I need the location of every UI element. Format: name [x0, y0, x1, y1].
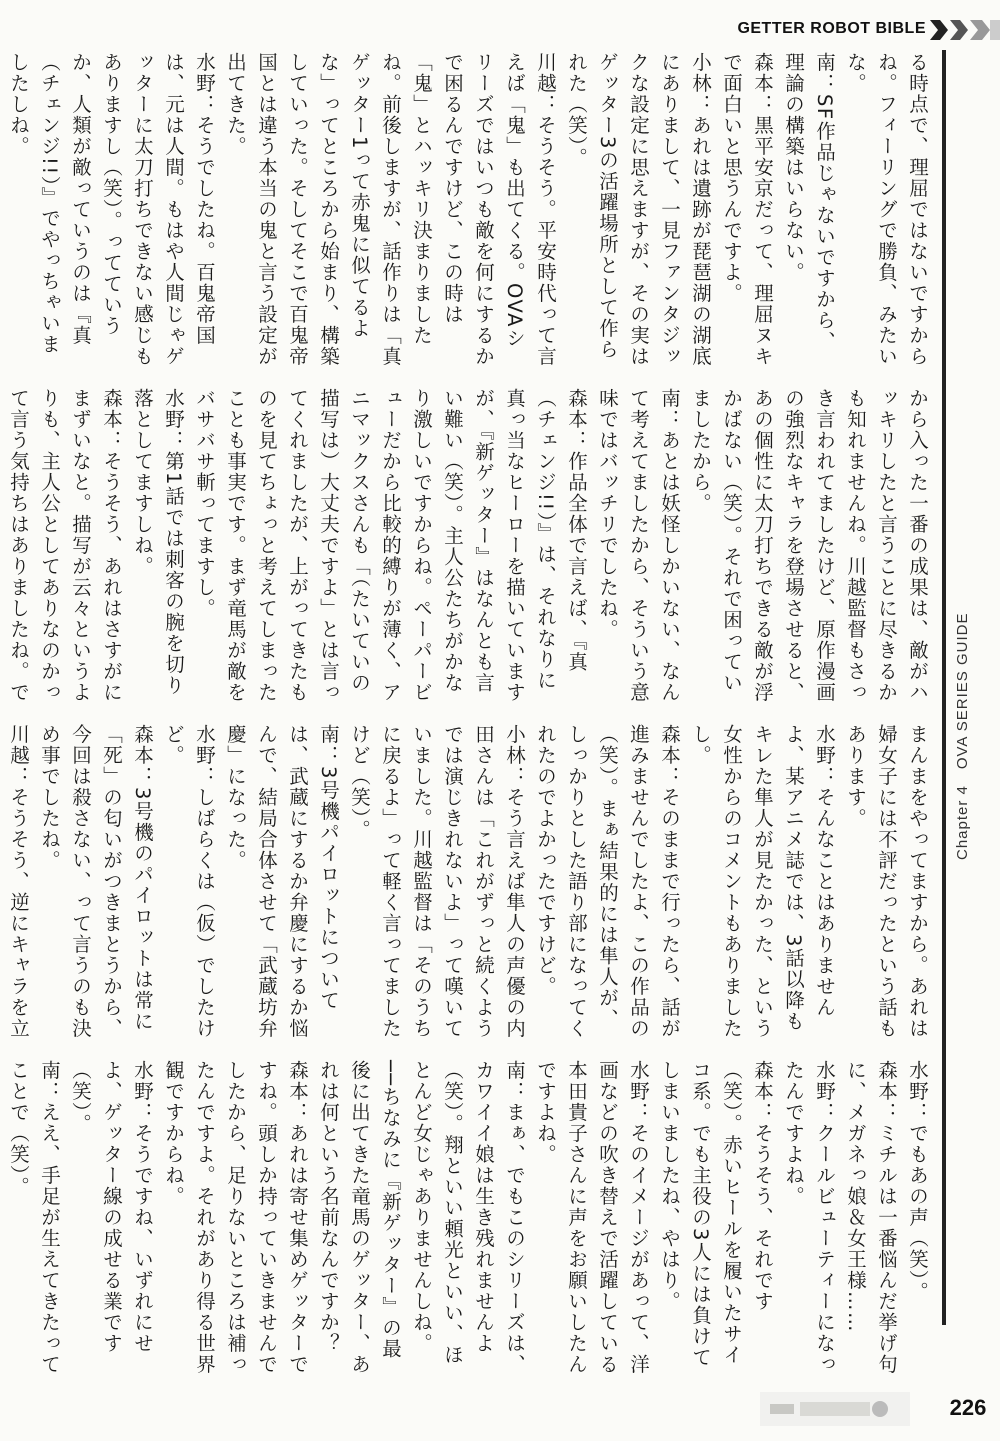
paragraph: 森本：そうそう、あれはさすがにまずいなと。描写が云々というよりも、主人公としてありなのかって言う気持ちはありましたね。で	[7, 388, 123, 703]
paragraph: 水野：そんなことはありませんよ、某アニメ誌では、3話以降もキレた隼人が見たかった、という女性からのコメントもありましたし。	[689, 724, 836, 1039]
chevron-arrows-icon	[930, 18, 1000, 42]
text-block-tier1-top	[7, 52, 933, 368]
paragraph: 水野：そのイメージがあって、洋画などの吹き替えで活躍している本田貴子さんに声をお願いしたんですよね。	[534, 1060, 650, 1375]
side-rule	[942, 50, 946, 1325]
paragraph: 水野：そうですね、いずれにせよ、ゲッター線の成せる業です（笑）。	[69, 1060, 154, 1354]
paragraph: 南：ええ、手足が生えてきたってことで（笑）。	[7, 1060, 61, 1375]
text-block-tier2-top	[7, 724, 933, 1040]
paragraph: 森本：そうそう、それです（笑）。赤いヒールを履いたサイコ系。でも主役の3人には負けてしまいましたね、やはり。	[658, 1060, 774, 1368]
paragraph: 川越：そうそう、逆にキャラを立	[7, 724, 30, 1039]
book-title: GETTER ROBOT BIBLE	[737, 20, 926, 37]
paragraph: から入った一番の成果は、敵がハッキリしたと言うことに尽きるかも知れませんね。川越監督もさっき言われてましたけど、原作漫画の強烈なキャラを登場させると、あの個性に太刀打ちできる敵が浮かばない（笑）。それで困っていましたから。	[689, 388, 929, 703]
paragraph: 水野：でもあの声（笑）。	[906, 1060, 929, 1303]
paragraph: 森本：そのままで行ったら、話が進みませんでしたよ、この作品の（笑）。まぁ結果的には隼人が、しっかりとした語り部になってくれたのでよかったですけど。	[534, 724, 681, 1039]
paragraph: 水野：そうでしたね。百鬼帝国は、元は人間。もはや人間じゃゲッターに太刀打ちできない感じもありますし（笑）。ってていうか、人類が敵っていうのは『真（チェンジ!!）』でやっちゃいましたしね。	[7, 52, 216, 367]
paragraph: る時点で、理屈ではないですからね。フィーリングで勝負、みたいな。	[844, 52, 929, 367]
paragraph	[0, 52, 3, 368]
paragraph: 水野：しばらくは（仮）でしたけど。	[162, 724, 216, 1039]
paragraph: 森本：黒平安京だって、理屈ヌキで面白いと思うんですよ。	[720, 52, 774, 367]
paragraph: 南：SF作品じゃないですから、理論の構築はいらない。	[782, 52, 836, 352]
paragraph: 南：あとは妖怪しかいない、なんて考えてましたから、そういう意味ではバッチリでしたね。	[596, 388, 681, 703]
paragraph: 森本：3号機のパイロットは常に「死」の匂いがつきまとうから、今回は殺さない、って言うのも決め事でしたね。	[38, 724, 154, 1039]
paragraph: 小林：そう言えば隼人の声優の内田さんは「これがずっと続くようでは演じきれないよ」って嘆いていました。川越監督は「そのうちに戻るよ」って軽く言ってましたけど（笑）。	[348, 724, 526, 1039]
text-block-tier2-bottom	[7, 1060, 933, 1376]
paragraph: 小林：あれは遺跡が琵琶湖の湖底にありまして、一見ファンタジックな設定に思えますが、その実はゲッター3の活躍場所として作られた（笑）。	[565, 52, 712, 367]
page-number: 226	[949, 1395, 987, 1420]
paragraph: 森本：あれは寄せ集めゲッターですね。頭しか持っていきませんでしたから、足りないところは補ったんですよ。それがあり得る世界観ですからね。	[162, 1060, 309, 1375]
paragraph: 水野：クールビューティーになったんですよね。	[782, 1060, 836, 1375]
paragraph: まんまをやってますから。あれは婦女子には不評だったという話もあります。	[844, 724, 929, 1039]
chapter-label: Chapter 4 OVA SERIES GUIDE	[954, 612, 971, 860]
paragraph: 水野：第1話では刺客の腕を切り落としてますしね。	[131, 388, 185, 696]
text-block-tier1-bottom	[7, 388, 933, 704]
paragraph: 川越：そうそう。平安時代って言えば「鬼」も出てくる。OVAシリーズではいつも敵を何にするかで困るんですけど、この時は「鬼」とハッキリ決まりましたね。前後しますが、話作りは「真ゲッター1って赤鬼に似てるよな」ってところから始まり、構築していった。そしてそこで百鬼帝国とは違う本当の鬼と言う設定が出てきた。	[224, 52, 557, 367]
robot-thumbnail-icon	[760, 1388, 910, 1430]
paragraph: 森本：ミチルは一番悩んだ挙げ句に、メガネっ娘＆女王様……	[844, 1060, 898, 1375]
paragraph: 森本：作品全体で言えば、『真（チェンジ!!）』は、それなりに真っ当なヒーローを描いていますが、『新ゲッター』はなんとも言い難い（笑）。主人公たちがかなり激しいですからね。ペーパービューだから比較的縛りが薄く、アニマックスさんも「（たいていの描写は）大丈夫ですよ」とは言ってくれましたが、上がってきたものを見てちょっと考えてしまったことも事実です。まず竜馬が敵をバサバサ斬ってますし。	[193, 388, 588, 703]
paragraph: 南：3号機パイロットについては、武蔵にするか弁慶にするか悩んで、結局合体させて「武蔵坊弁慶」になった。	[224, 724, 340, 1039]
running-header	[680, 18, 1000, 42]
paragraph: 南：まぁ、でもこのシリーズは、カワイイ娘は生き残れませんよ（笑）。翔といい頼光といい、ほとんど女じゃありませんしね。	[410, 1060, 526, 1375]
paragraph: ──ちなみに『新ゲッター』の最後に出てきた竜馬のゲッター、あれは何という名前なんですか？	[317, 1060, 402, 1375]
paragraph	[0, 1060, 3, 1376]
